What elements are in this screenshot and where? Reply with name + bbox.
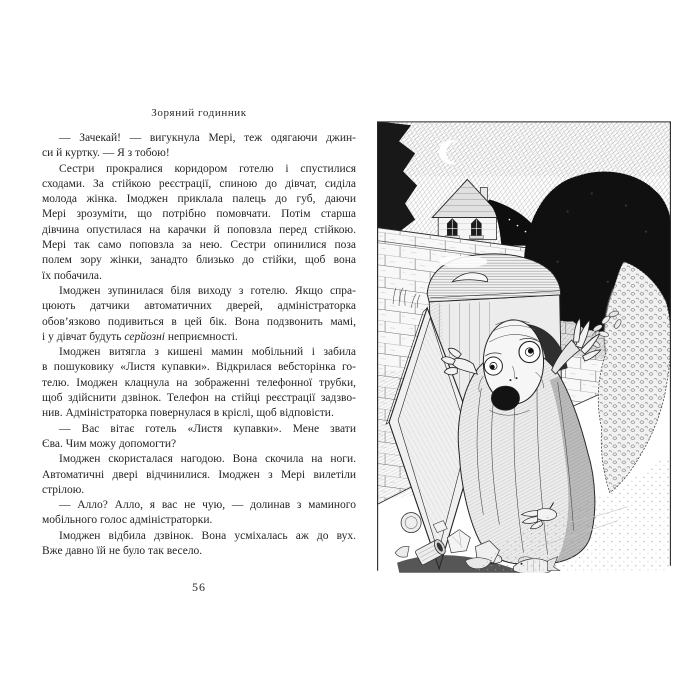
text-line: Імоджен зупинилася біля виходу з готелю. Якщо спра- <box>59 284 356 297</box>
text-line: цюють датчики автоматичних дверей, адміністраторка <box>42 300 356 313</box>
text-line: — Алло? Алло, я вас не чую, — долинав з маминого <box>59 499 356 512</box>
text-line: телю. Імоджен клацнула на зображенні телефонної трубки, <box>42 376 356 389</box>
text-line: їх побачила. <box>42 269 102 282</box>
text-line: дівчина опустилася на карачки й поповзла перед стійкою. <box>42 223 356 236</box>
creature-mouth <box>491 386 519 410</box>
text-line: щоб здійснити дзвінок. Телефон на стійці реєстрації задзво- <box>42 392 356 405</box>
text-line: Імоджен витягла з кишені мамин мобільний і забила <box>59 346 356 359</box>
text-line: полем зору жінки, занадто близько до стійки, щоб вона <box>42 254 356 267</box>
text-line: — Вас вітає готель «Листя купавки». Мене звати <box>59 422 356 435</box>
text-line: і у дівчат будуть серйозні неприємності. <box>42 330 238 343</box>
text-line: — Зачекай! — вигукнула Мері, теж одягаючи джин- <box>59 132 356 144</box>
text-line: в пошуковику «Листя купавки». Відкрилася вебсторінка го- <box>42 361 356 374</box>
text-line: стрілою. <box>42 483 85 496</box>
illustration <box>377 121 671 573</box>
text-line: мобільного голос адміністраторки. <box>42 514 213 527</box>
text-line: Імоджен відбила дзвінок. Вона усміхалась аж до вух. <box>59 529 356 542</box>
illustration-svg <box>377 121 671 573</box>
text-line: Сестри прокралися коридором готелю і спустилися <box>59 162 356 175</box>
text-line: Автоматичні двері відчинилися. Імоджен з Мері вилетіли <box>42 468 356 481</box>
text-line: Мері зрозуміти, що потрібно помовчати. Потім старша <box>42 208 356 221</box>
text-line: молода жінка. Імоджен приклала палець до губ, даючи <box>42 193 356 206</box>
text-line: Імоджен скористалася нагодою. Вона скочила на ноги. <box>59 453 356 466</box>
text-line: Вже давно їй не було так весело. <box>42 545 203 558</box>
text-line: Єва. Чим можу допомогти? <box>42 437 177 450</box>
running-head: Зоряний годинник <box>151 107 247 119</box>
text-column <box>42 131 356 559</box>
text-line: обов’язково подивиться в цей бік. Вона подзвонить мамі, <box>42 315 356 328</box>
page-number: 56 <box>192 580 206 594</box>
text-line: нив. Адміністраторка повернулася в кріслі, щоб відповісти. <box>42 407 334 420</box>
text-line: Мері так само поповзла за нею. Сестри опинилися поза <box>42 239 356 252</box>
text-line: сходами. За стійкою реєстрації, спиною до дівчат, сиділа <box>42 177 356 190</box>
text-line: си й куртку. — Я з тобою! <box>42 147 170 160</box>
